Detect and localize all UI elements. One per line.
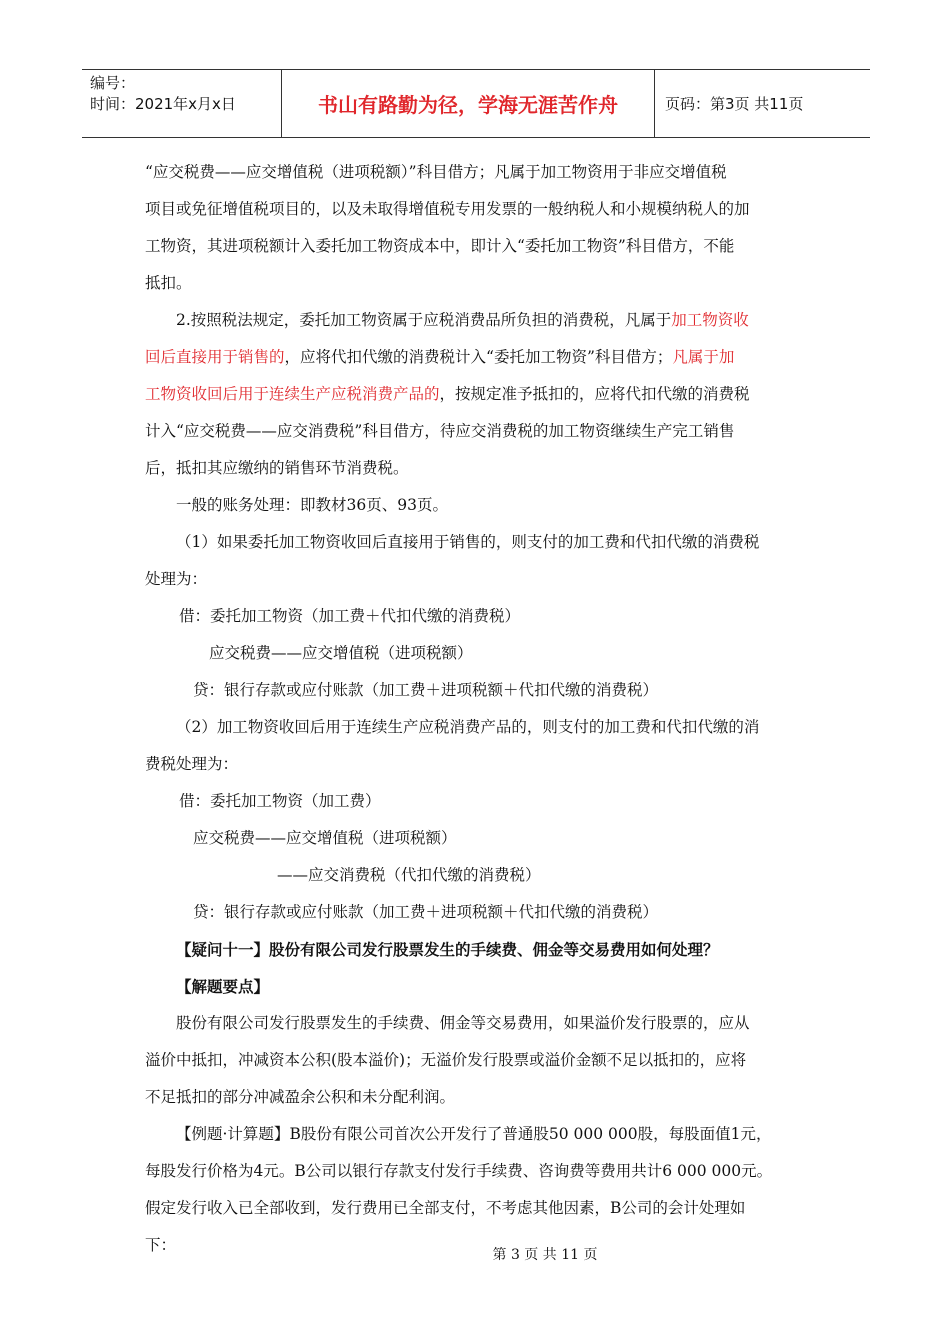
highlighted-text: 加工物资收 (671, 311, 749, 329)
paragraph-line: 计入“应交税费——应交消费税”科目借方，待应交消费税的加工物资继续生产完工销售 (145, 422, 735, 440)
paragraph-line: 一般的账务处理：即教材36页、93页。 (176, 496, 448, 514)
paragraph-line: （2）加工物资收回后用于连续生产应税消费产品的，则支付的加工费和代扣代缴的消 (176, 718, 760, 736)
header-meta (82, 70, 282, 137)
journal-line: 应交税费——应交增值税（进项税额） (209, 644, 473, 662)
text-span: ，应将代扣代缴的消费税计入“委托加工物资”科目借方； (284, 348, 673, 366)
header-page-info: 页码：第3页 共11页 (665, 95, 804, 113)
paragraph-line (145, 339, 805, 376)
paragraph-line (145, 376, 805, 413)
journal-line: 应交税费——应交增值税（进项税额） (193, 829, 457, 847)
document-body (145, 154, 805, 1264)
paragraph-line: 溢价中抵扣，冲减资本公积(股本溢价)；无溢价发行股票或溢价金额不足以抵扣的，应将 (145, 1051, 747, 1069)
journal-line: ——应交消费税（代扣代缴的消费税） (277, 866, 541, 884)
paragraph-line: 工物资，其进项税额计入委托加工物资成本中，即计入“委托加工物资”科目借方，不能 (145, 237, 735, 255)
document-date: 时间：2021年x月x日 (90, 95, 236, 113)
page-header (82, 69, 870, 138)
document-number-label: 编号： (90, 74, 136, 92)
section-subheading: 【解题要点】 (176, 977, 270, 996)
text-span: ，按规定准予抵扣的，应将代扣代缴的消费税 (439, 385, 750, 403)
highlighted-text: 工物资收回后用于连续生产应税消费产品的 (145, 385, 440, 403)
journal-credit: 贷：银行存款或应付账款（加工费＋进项税额＋代扣代缴的消费税） (193, 681, 659, 699)
journal-debit: 借：委托加工物资（加工费） (179, 792, 381, 810)
example-label: 【例题·计算题】 (176, 1125, 290, 1143)
paragraph-line (145, 302, 805, 339)
paragraph-line: 股份有限公司发行股票发生的手续费、佣金等交易费用，如果溢价发行股票的，应从 (176, 1014, 750, 1032)
header-motto: 书山有路勤为径，学海无涯苦作舟 (282, 70, 655, 137)
section-heading: 【疑问十一】股份有限公司发行股票发生的手续费、佣金等交易费用如何处理？ (176, 940, 719, 959)
highlighted-text: 回后直接用于销售的 (145, 348, 285, 366)
paragraph-line: 处理为： (145, 570, 208, 588)
paragraph-line: 假定发行收入已全部收到，发行费用已全部支付，不考虑其他因素，B公司的会计处理如 (145, 1199, 746, 1217)
paragraph-line: （1）如果委托加工物资收回后直接用于销售的，则支付的加工费和代扣代缴的消费税 (176, 533, 760, 551)
text-span: B股份有限公司首次公开发行了普通股50 000 000股，每股面值1元， (289, 1125, 772, 1143)
journal-debit: 借：委托加工物资（加工费＋代扣代缴的消费税） (179, 607, 521, 625)
page-footer: 第 3 页 共 11 页 (492, 1247, 598, 1263)
paragraph-line: 不足抵扣的部分冲减盈余公积和未分配利润。 (145, 1088, 456, 1106)
paragraph-line: 项目或免征增值税项目的，以及未取得增值税专用发票的一般纳税人和小规模纳税人的加 (145, 200, 750, 218)
highlighted-text: 凡属于加 (672, 348, 735, 366)
paragraph-line: 后，抵扣其应缴纳的销售环节消费税。 (145, 459, 409, 477)
paragraph-line: 抵扣。 (145, 274, 192, 292)
journal-credit: 贷：银行存款或应付账款（加工费＋进项税额＋代扣代缴的消费税） (193, 903, 659, 921)
paragraph-line: 下： (145, 1236, 177, 1254)
paragraph-line: 每股发行价格为4元。B公司以银行存款支付发行手续费、咨询费等费用共计6 000 000元。 (145, 1162, 773, 1180)
text-span: 2.按照税法规定，委托加工物资属于应税消费品所负担的消费税，凡属于 (176, 311, 672, 329)
paragraph-line: 费税处理为： (145, 755, 239, 773)
paragraph-line (145, 1116, 805, 1153)
paragraph-line: “应交税费——应交增值税（进项税额）”科目借方；凡属于加工物资用于非应交增值税 (145, 163, 727, 181)
